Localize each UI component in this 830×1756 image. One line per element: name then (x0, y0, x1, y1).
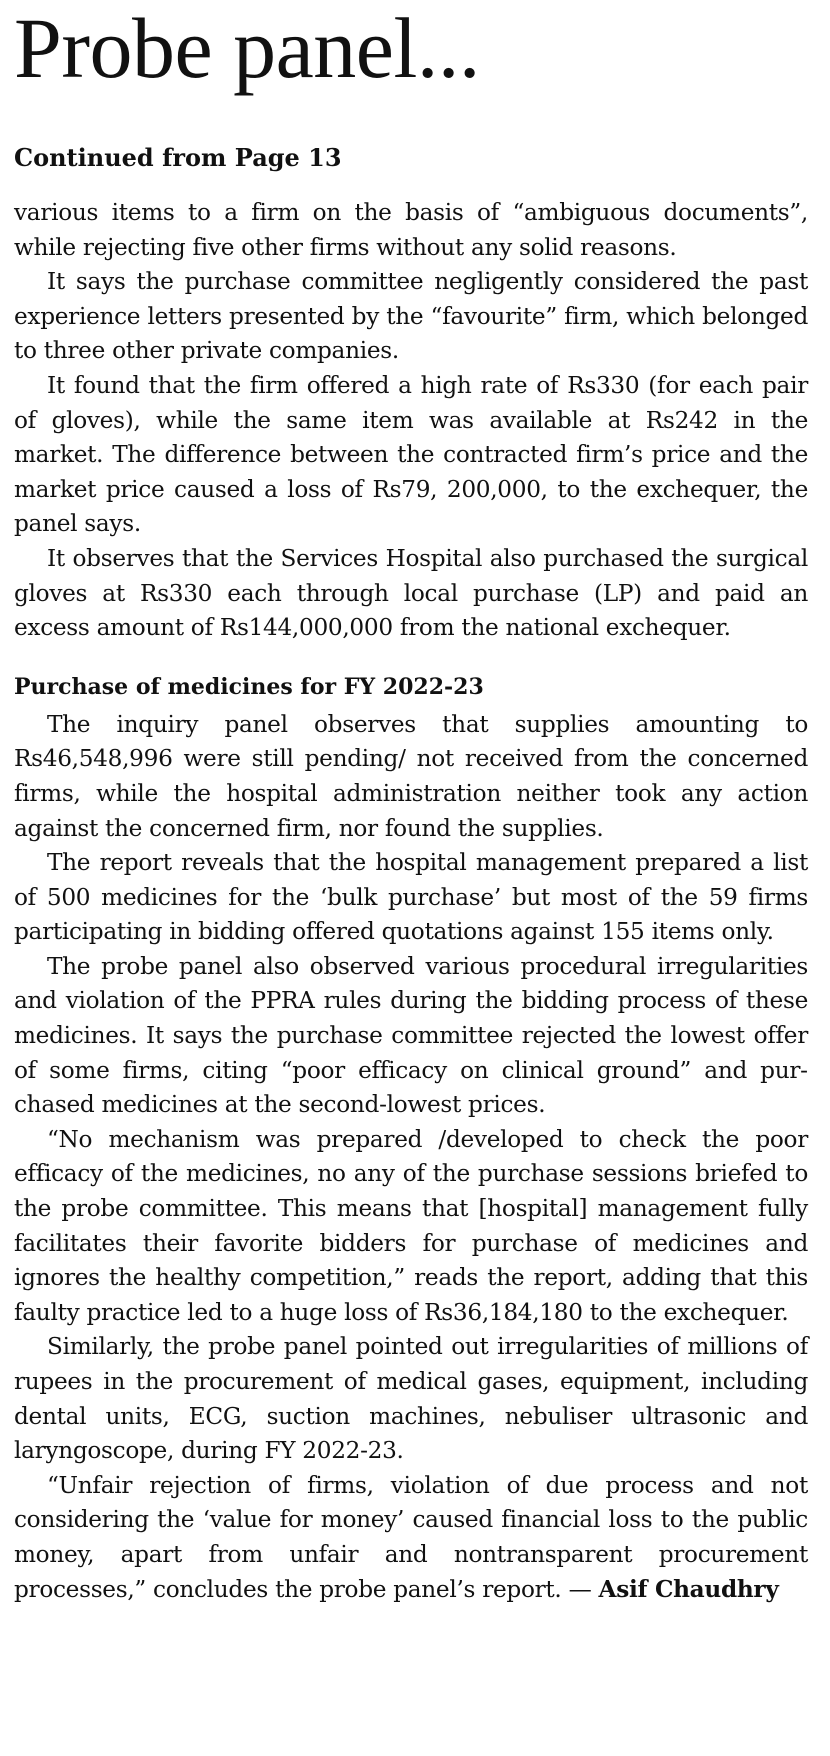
article-body (14, 196, 808, 1607)
paragraph: It says the purchase committee negligently considered the past experience letters presented by the “favourite” firm, which belonged to three other private companies. (14, 268, 808, 365)
closing-paragraph (14, 1469, 808, 1607)
paragraph: The probe panel also observed various procedural irregularities and violation of the PPRA rules during the bidding process of these medicines. It says the purchase committee rejected the lowest offer of some firms, citing “poor efficacy on clinical ground” and purchased medicines at the second-lowest prices. (14, 952, 808, 1119)
paragraph: Similarly, the probe panel pointed out irregularities of millions of rupees in the procurement of medical gases, equipment, including dental units, ECG, suction machines, nebuliser ultrasonic and laryngoscope, during FY 2022-23. (14, 1333, 808, 1465)
paragraph: It observes that the Services Hospital also purchased the surgical gloves at Rs330 each through local purchase (LP) and paid an excess amount of Rs144,000,000 from the national exchequer. (14, 544, 808, 642)
paragraph: “No mechanism was prepared /developed to check the poor efficacy of the medicines, no any of the purchase sessions briefed to the probe committee. This means that [hospital] management fully facilitates their favorite bidders for purchase of medicines and ignores the healthy competition,” reads the report, adding that this faulty practice led to a huge loss of Rs36,184,180 to the exchequer. (14, 1125, 808, 1326)
continued-from-label: Continued from Page 13 (14, 143, 342, 172)
headline: Probe panel... (14, 0, 480, 96)
paragraph: The inquiry panel observes that supplies amounting to Rs46,548,996 were still pending/ not received from the concerned firms, while the hospital administration neither took any action against the concerned firm, nor found the supplies. (14, 710, 808, 842)
closing-text: “Unfair rejection of firms, violation of due process and not considering the ‘value for money’ caused financial loss to the public money, apart from unfair and nontransparent procurement processes,” concludes the probe panel’s report. — (14, 1471, 808, 1603)
paragraph: The report reveals that the hospital management prepared a list of 500 medicines for the ‘bulk purchase’ but most of the 59 firms participating in bidding offered quotations against 155 items only. (14, 849, 808, 946)
paragraph: It found that the firm offered a high rate of Rs330 (for each pair of gloves), while the same item was available at Rs242 in the market. The difference between the contracted firm’s price and the market price caused a loss of Rs79, 200,000, to the exchequer, the panel says. (14, 371, 808, 538)
paragraph: various items to a firm on the basis of “ambiguous documents”, while rejecting five other firms without any solid reasons. (14, 199, 808, 261)
byline: Asif Chaudhry (598, 1575, 779, 1603)
news-clipping (14, 0, 808, 1607)
section-subhead: Purchase of medicines for FY 2022-23 (14, 673, 484, 700)
